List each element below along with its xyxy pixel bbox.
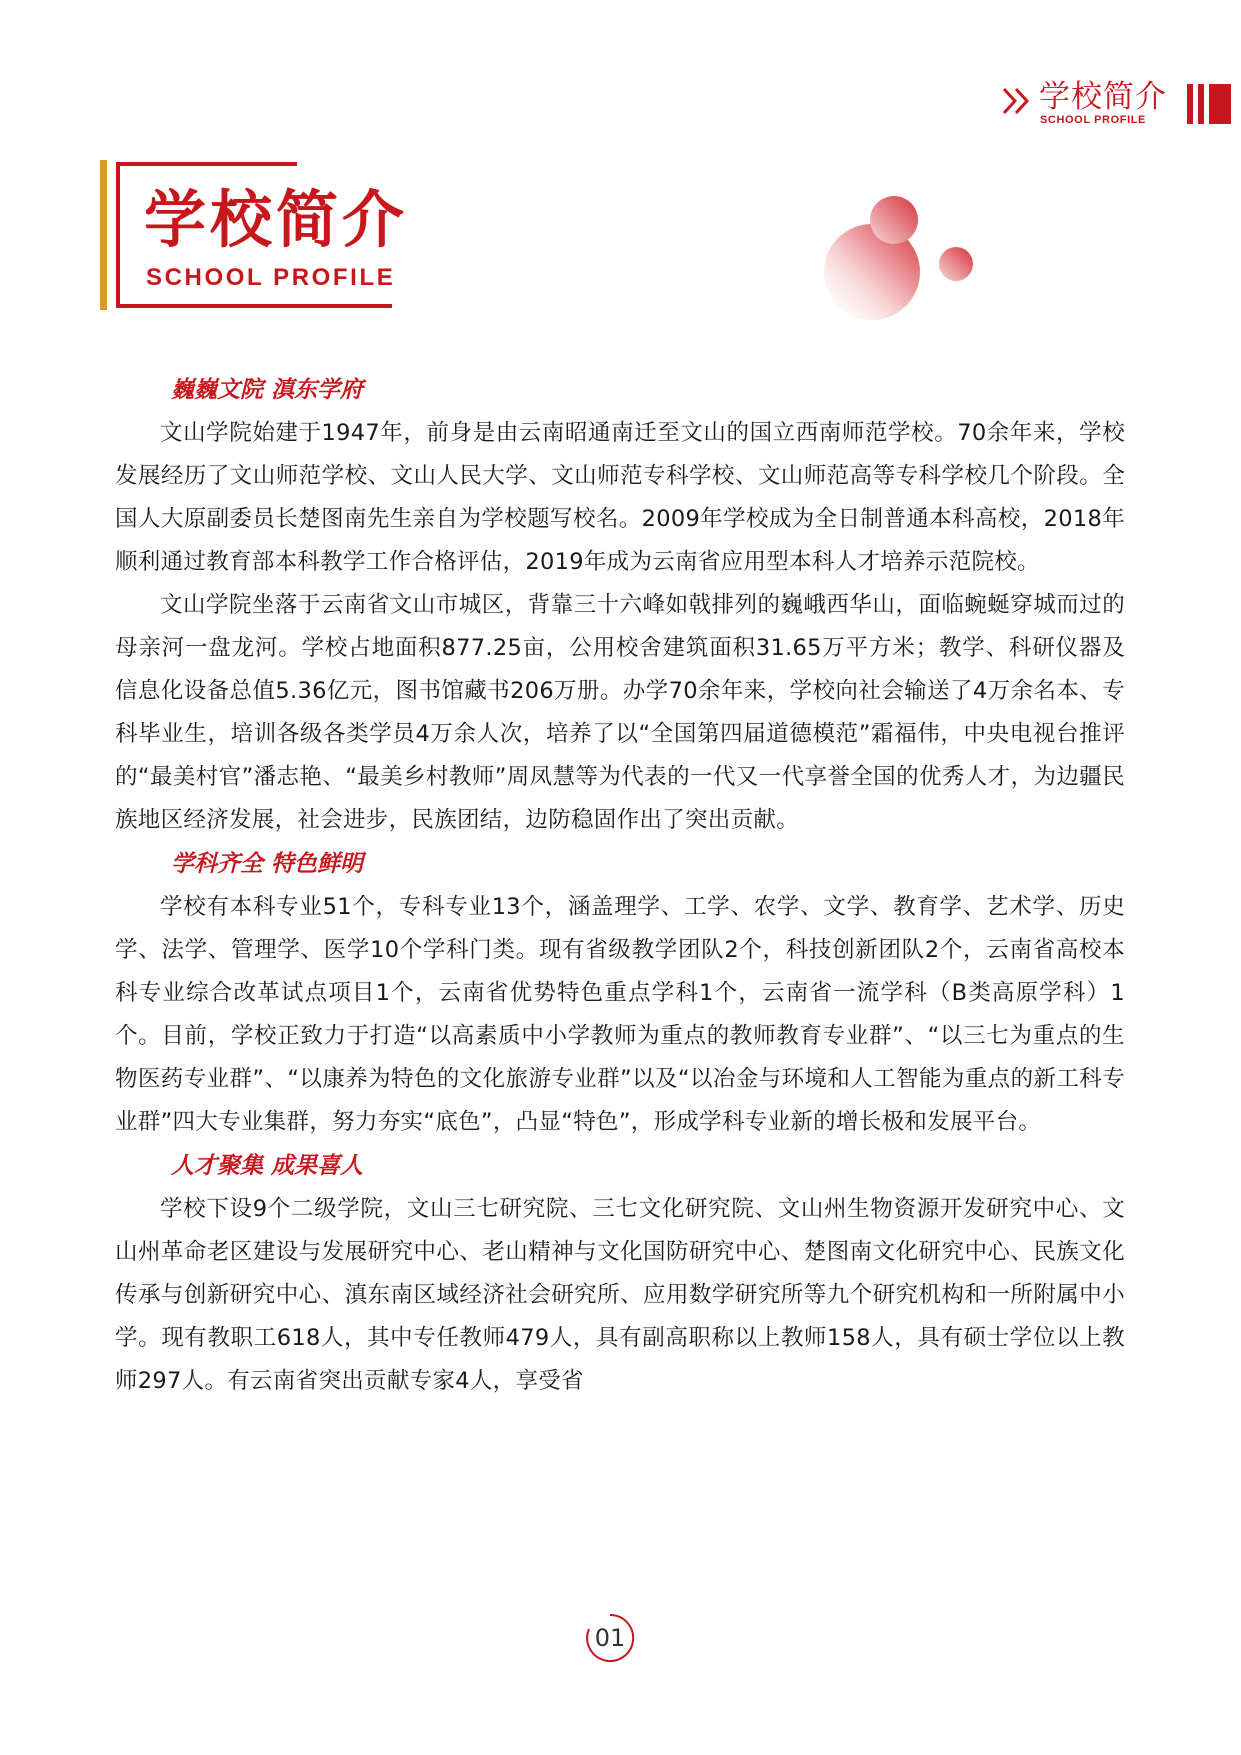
- section-heading: 巍巍文院 滇东学府: [171, 377, 364, 403]
- header-tag: [1001, 80, 1241, 130]
- header-tag-title: 学校简介: [1039, 79, 1167, 115]
- section-heading: 学科齐全 特色鲜明: [171, 851, 364, 877]
- paragraph: 学校有本科专业51个，专科专业13个，涵盖理学、工学、农学、文学、教育学、艺术学、历史学、法学、管理学、医学10个学科门类。现有省级教学团队2个，科技创新团队2个，云南省高校本科专业综合改革试点项目1个，云南省优势特色重点学科1个，云南省一流学科（B类高原学科）1个。目前，学校正致力于打造“以高素质中小学教师为重点的教师教育专业群”、“以三七为重点的生物医药专业群”、“以康养为特色的文化旅游专业群”以及“以冶金与环境和人工智能为重点的新工科专业群”四大专业集群，努力夯实“底色”，凸显“特色”，形成学科专业新的增长极和发展平台。: [115, 894, 1125, 1135]
- title-block: [100, 160, 409, 310]
- title-frame-top: [116, 162, 297, 166]
- paragraph: 学校下设9个二级学院，文山三七研究院、三七文化研究院、文山州生物资源开发研究中心、文山州革命老区建设与发展研究中心、老山精神与文化国防研究中心、楚图南文化研究中心、民族文化传承与创新研究中心、滇东南区域经济社会研究所、应用数学研究所等九个研究机构和一所附属中小学。现有教职工618人，其中专任教师479人，具有副高职称以上教师158人，具有硕士学位以上教师297人。有云南省突出贡献专家4人，享受省: [115, 1196, 1125, 1394]
- decorative-circles: [820, 190, 1000, 330]
- header-tag-subtitle: SCHOOL PROFILE: [1040, 114, 1146, 126]
- circle-small: [939, 247, 973, 281]
- content: [115, 368, 1125, 1403]
- gold-bar: [100, 160, 107, 310]
- paragraph: 文山学院坐落于云南省文山市城区，背靠三十六峰如戟排列的巍峨西华山，面临蜿蜒穿城而过的母亲河一盘龙河。学校占地面积877.25亩，公用校舍建筑面积31.65万平方米；教学、科研仪器及信息化设备总值5.36亿元，图书馆藏书206万册。办学70余年来，学校向社会输送了4万余名本、专科毕业生，培训各级各类学员4万余人次，培养了以“全国第四届道德模范”霜福伟，中央电视台推评的“最美村官”潘志艳、“最美乡村教师”周凤慧等为代表的一代又一代享誉全国的优秀人才，为边疆民族地区经济发展，社会进步，民族团结，边防稳固作出了突出贡献。: [115, 592, 1125, 833]
- paragraph: 文山学院始建于1947年，前身是由云南昭通南迁至文山的国立西南师范学校。70余年来，学校发展经历了文山师范学校、文山人民大学、文山师范专科学校、文山师范高等专科学校几个阶段。全国人大原副委员长楚图南先生亲自为学校题写校名。2009年学校成为全日制普通本科高校，2018年顺利通过教育部本科教学工作合格评估，2019年成为云南省应用型本科人才培养示范院校。: [115, 420, 1125, 575]
- double-chevron-icon: [1001, 86, 1035, 116]
- page-number-text: 01: [594, 1624, 626, 1652]
- page-title: 学校简介: [144, 183, 409, 256]
- page-subtitle: SCHOOL PROFILE: [146, 264, 396, 291]
- title-frame-left: [116, 162, 120, 308]
- title-frame-bottom: [116, 304, 392, 308]
- page-number: [584, 1612, 636, 1664]
- circle-top: [870, 196, 918, 244]
- section-heading: 人才聚集 成果喜人: [171, 1153, 364, 1179]
- header-bars-decoration: [1187, 84, 1231, 124]
